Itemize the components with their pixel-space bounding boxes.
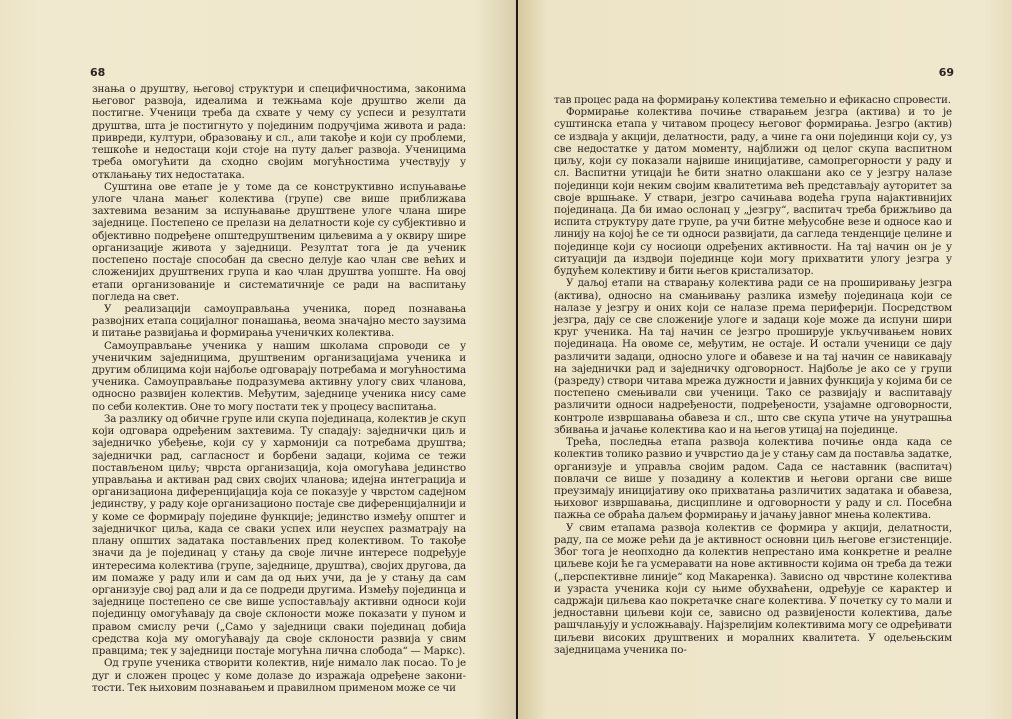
paragraph: Формирање колектива почиње стварањем језгра (актива) и то је суштинска етапа у читавом процесу његовог формирања. Језгро (актив) се издваја у акцији, делатности, раду, а чине га они појединци који су, уз све недостатке у датом моменту, најближи од целог скупа васпитном циљу, који су показали највише иницијативе, самопрегорности у раду и сл. Васпитни утицаји ће бити знатно олакшани ако се у језгру налазе појединци који неким својим квалитетима већ представљају ауторитет за своје вршњаке. У ствари, језгро сачињава водећа група најактивнијих појединаца. Да би имао ослонац у „језгру“, васпитач треба брижљиво да испита структуру дате групе, ра учи битне међусобне везе и односе као и линију на којој ће се ти односи развијати, да сагледа тенденције целине и појединце који су носиоци одређених активности. На тај начин он је у ситуацији да издвоји појединце који могу прихватити улогу језгра у будућем колективу и бити његов кристализатор. (554, 106, 952, 278)
paragraph: Самоуправљање ученика у нашим школама спроводи се у ученичким заједницима, друштвеним организацијама ученика и другим облицима који најбоље одговарају потребама и могућностима ученика. Самоуправљање подразумева активну улогу свих чланова, односно развијен колектив. Међутим, заједнице ученика нису саме по себи колектив. Оне то могу постати тек у процесу васпитања. (92, 339, 466, 413)
page-number-right: 69 (938, 66, 954, 79)
paragraph: знања о друштву, његовој структури и специфичностима, законима његовог развоја, идеалима и тежњама које друштво жели да постигне. Ученици треба да схвате у чему су успеси и резултати друштва, шта је постигнуто у појединим подручјима живота и рада: привреди, култури, образовању и сл., али такође и који су проблеми, тешкоће и недостаци који стоје на путу даљег развоја. Ученицима треба омогућити да сходно својим могућностима учествују у отклањању тих недостатака. (92, 83, 466, 181)
paragraph: У свим етапама развоја колектив се формира у акцији, делатности, раду, па се може рећи да је активност основни циљ његове егзистенције. Због тога је неопходно да колектив непрестано има конкретне и реалне циљеве који ће га усмеравати на нове активности којима он треба да тежи („перспективне линије“ код Макаренка). Зависно од чврстине колектива и узраста ученика који су њиме обухваћени, одређује се карактер и садржаји циљева као покретачке снаге колектива. У почетку су то мали и једноставни циљеви који се, зависно од развијености колектива, даље рашчлањују и усложњавају. Најзрелијим колективима могу се одређивати циљеви високих друштвених и моралних квалитета. У одељењским заједницама ученика по- (554, 521, 952, 656)
right-page (518, 0, 1012, 719)
paragraph: Суштина ове етапе је у томе да се конструктивно испуњавање улоге члана мањег колектива (групе) све више приближава захтевима везаним за испуњавање друштвене улоге члана шире заједнице. Постепено се прелази на делатности које су субјективно и објективно подређене општедруштвеним циљевима а у оквиру шире организације живота у заједници. Резултат тога је да ученик постепено постаје способан да свесно делује као члан све већих и сложенијих друштвених група и као члан друштва уопште. На овој етапи организованије и систематичније се ради на васпитању погледа на свет. (92, 180, 466, 303)
paragraph: Трећа, последња етапа развоја колектива почиње онда када се колектив толико развио и учврстио да је у стању сам да поставља задатке, организује и управља својим радом. Сада се наставник (васпитач) повлачи се више у позадину а колектив и његови органи све више преузимају иницијативу око прихватања различитих задатака и обавеза, њиховог извршавања, дисциплине и одговорности у раду и сл. Посебна пажња се обраћа даљем формирању и јачању јавног мнења колектива. (554, 436, 952, 522)
left-text-column (92, 83, 466, 694)
paragraph: У реализацији самоуправљања ученика, поред познавања развојних етапа социјалног понашања, веома значајно место заузима и питање развијања и формирања ученичких колектива. (92, 302, 466, 340)
paragraph: За разлику од обичне групе или скупа појединаца, колектив је скуп који одговара одређеним захтевима. Ту спадају: заједнички циљ и заједничко убеђење, који су у хармонији са потребама друштва; заједнички рад, сагласност и борбени задаци, којима се тежи постављеном циљу; чврста организација, која омогућава јединство управљања и активан рад свих својих чланова; идејна интеграција и организациона диференцијација која се показује у чврстом садејном јединству, у раду које организационо постаје све диференцијалнији и у коме се формирају поједине функције; јединство између општег и заједничког циља, када се сваки успех или неуспех разматрају на плану општих задатака постављених пред колективом. То такође значи да је појединац у стању да своје личне интересе подређује интересима колектива (групе, заједнице, друштва), својих другова, да им помаже у раду или и сам да од њих учи, да је у стању да сам организује свој рад али и да се подреди другима. Између појединца и заједнице постепено се све више успостављају активни односи који појединцу омогућавају да своје склоности може показати у пуном и правом смислу речи („Само у заједници сваки појединац добија средства која му омогућавају да своје склоности развија у свим правцима; тек у заједници постаје могућна лична слобода“ — Маркс). (92, 412, 466, 658)
paragraph: У даљој етапи на стварању колектива ради се на проширивању језгра (актива), односно на смањивању разлика између појединаца који се налазе у језгру и оних који се налазе према периферији. Посредством језгра, дају се све сложеније улоге и задаци које може да испуни шири круг ученика. На тај начин се језгро проширује укључивањем нових појединаца. На овоме се, међутим, не остаје. И остали ученици се дају различити задаци, односно улоге и обавезе и на тај начин се навикавају на заједнички рад и заједничку одговорност. Најбоље је ако се у групи (разреду) створи читава мрежа дужности и јавних функција у којима би се постепено смењивали сви ученици. Тако се развијају и васпитавају различити односи надређености, подређености, узајамне одговорности, контроле извршавања обавеза и сл., што све скупа утиче на унутрашња збивања и јачање колектива као и на његов утицај на појединце. (554, 277, 952, 436)
paragraph: Од групе ученика створити колектив, није нимало лак посао. То је дуг и сложен процес у коме долазе до изражаја одређене законитости. Тек њиховим познавањем и правилном применом може се чи (92, 657, 466, 694)
paragraph: тав процес рада на формирању колектива темељно и ефикасно спровести. (554, 94, 951, 106)
page-number-left: 68 (90, 66, 106, 79)
right-text-column (554, 94, 952, 656)
